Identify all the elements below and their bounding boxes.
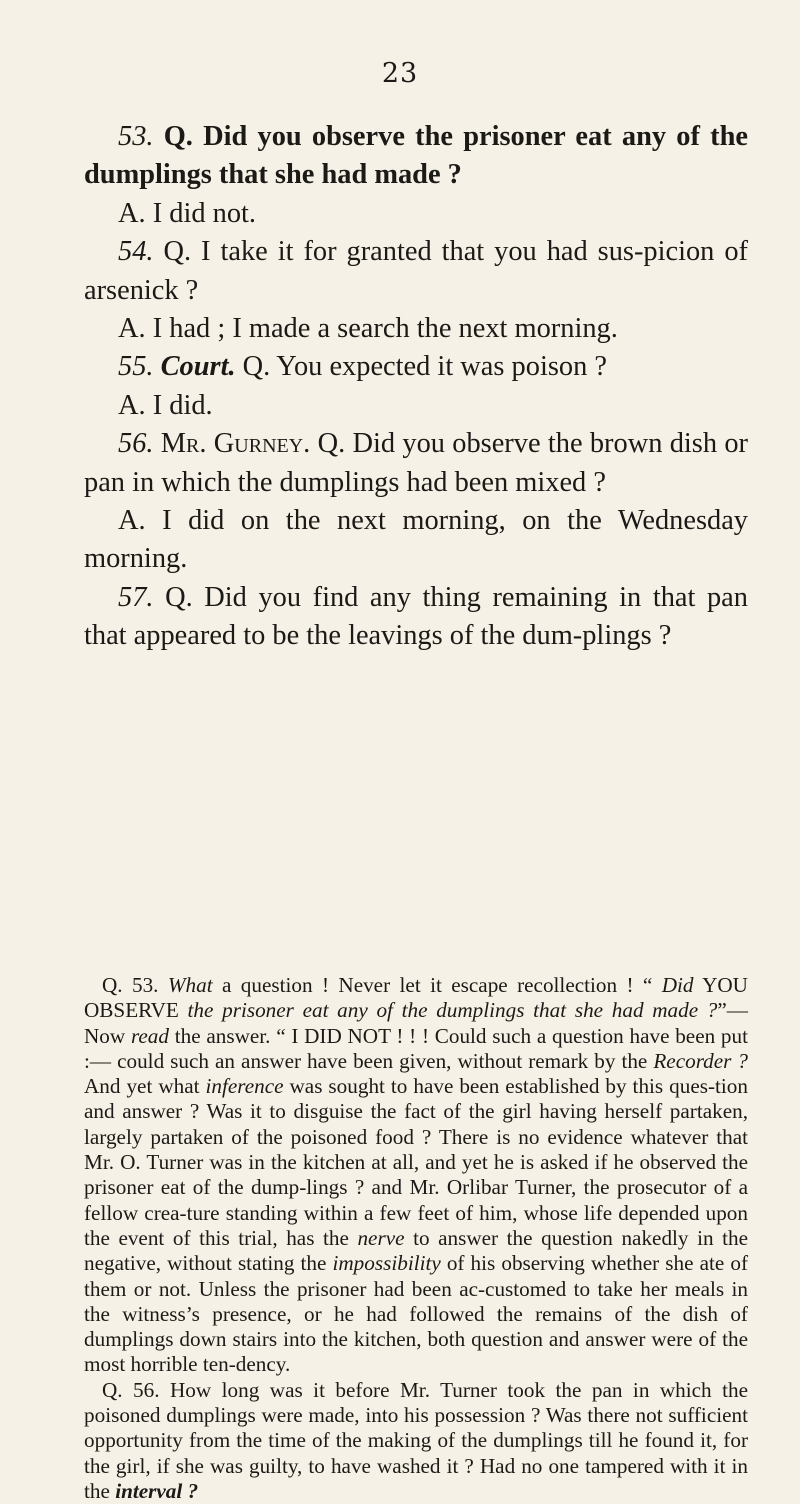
emphasis-text: What (167, 973, 213, 997)
commentary-text: of his observing whether she ate of them or not. Unless the prisoner had been ac-customed to take her meals in the witness’s presence, or he had followed the remains of the dish of dumplings down stairs into the kitchen, both question and answer were of the most horrible ten-dency. (84, 1251, 749, 1377)
question-number: 54. (118, 236, 164, 268)
emphasis-text: Recorder ? (653, 1048, 748, 1073)
question-number: 56. (118, 428, 161, 460)
question-text: Q. Did you observe the prisoner eat any of the dumplings that she had made ? (84, 121, 748, 191)
question-56 (84, 425, 748, 502)
emphasis-text: the prisoner eat any of the dumplings that she had made ? (187, 998, 718, 1023)
speaker-court: Court. (160, 351, 236, 383)
question-text: Q. Did you observe the brown dish or pan in which the dumplings had been mixed ? (84, 428, 748, 498)
testimony-section (84, 118, 748, 656)
answer-text: A. I did on the next morning, on the Wednesday morning. (84, 505, 748, 575)
emphasis-text: Did (661, 973, 694, 997)
question-text: Q. I take it for granted that you had sus-picion of arsenick ? (84, 236, 748, 306)
commentary-text: Q. 53. (102, 973, 168, 997)
answer-55 (84, 387, 748, 425)
question-number: 53. (118, 121, 164, 152)
answer-54 (84, 310, 748, 348)
commentary-text: Q. 56. How long was it before Mr. Turner took the pan in which the poisoned dumplings were made, into his possession ? Was there not sufficient opportunity from the time of the making of the dumplings till he found it, for the girl, if she was guilty, to have washed it ? Had no one tampered with it in the (84, 1377, 748, 1503)
answer-text: A. I did. (118, 389, 213, 421)
emphasis-text: nerve (357, 1225, 405, 1250)
question-55 (84, 348, 748, 386)
commentary-section (84, 973, 748, 1504)
question-text: Q. You expected it was poison ? (235, 351, 607, 383)
emphasis-text: inference (205, 1074, 284, 1099)
emphasis-text: read (130, 1023, 169, 1048)
answer-53 (84, 195, 748, 233)
question-57 (84, 579, 748, 656)
emphasis-text: interval ? (115, 1478, 199, 1503)
emphasis-text: impossibility (332, 1251, 441, 1276)
commentary-text: the answer. “ I DID NOT ! ! ! Could such a question have been put :— could such an answer have been given, without remark by the (84, 1023, 748, 1073)
commentary-text: ”— Now (84, 998, 748, 1048)
question-text: Q. Did you find any thing remaining in that pan that appeared to be the leavings of the dum-plings ? (84, 581, 748, 652)
commentary-paragraph-q56 (84, 1378, 748, 1504)
answer-56 (84, 502, 748, 579)
answer-text: A. I did not. (118, 197, 257, 229)
commentary-paragraph-q53 (84, 973, 748, 1378)
question-53 (84, 118, 748, 195)
commentary-text: a question ! Never let it escape recollection ! “ (212, 973, 662, 997)
question-number: 55. (118, 351, 161, 383)
question-54 (84, 233, 748, 310)
commentary-text: was sought to have been established by this ques-tion and answer ? Was it to disguise the fact of the girl having herself partaken, largely partaken of the poisoned food ? There is no evidence whatever that Mr. O. Turner was in the kitchen at all, and yet he is asked if he observed the prisoner eat of the dump-lings ? and Mr. Orlibar Turner, the prosecutor of a fellow crea-ture standing within a few feet of him, whose life depended upon the event of this trial, has the (84, 1074, 748, 1250)
question-number: 57. (118, 581, 166, 613)
commentary-text: to answer the question nakedly in the negative, without stating the (84, 1225, 748, 1276)
page-number: 23 (381, 58, 419, 89)
speaker-gurney: Mr. Gurney. (160, 428, 311, 460)
answer-text: A. I had ; I made a search the next morning. (118, 313, 618, 345)
commentary-text: YOU OBSERVE (84, 973, 748, 1023)
commentary-text: And yet what (84, 1074, 206, 1099)
